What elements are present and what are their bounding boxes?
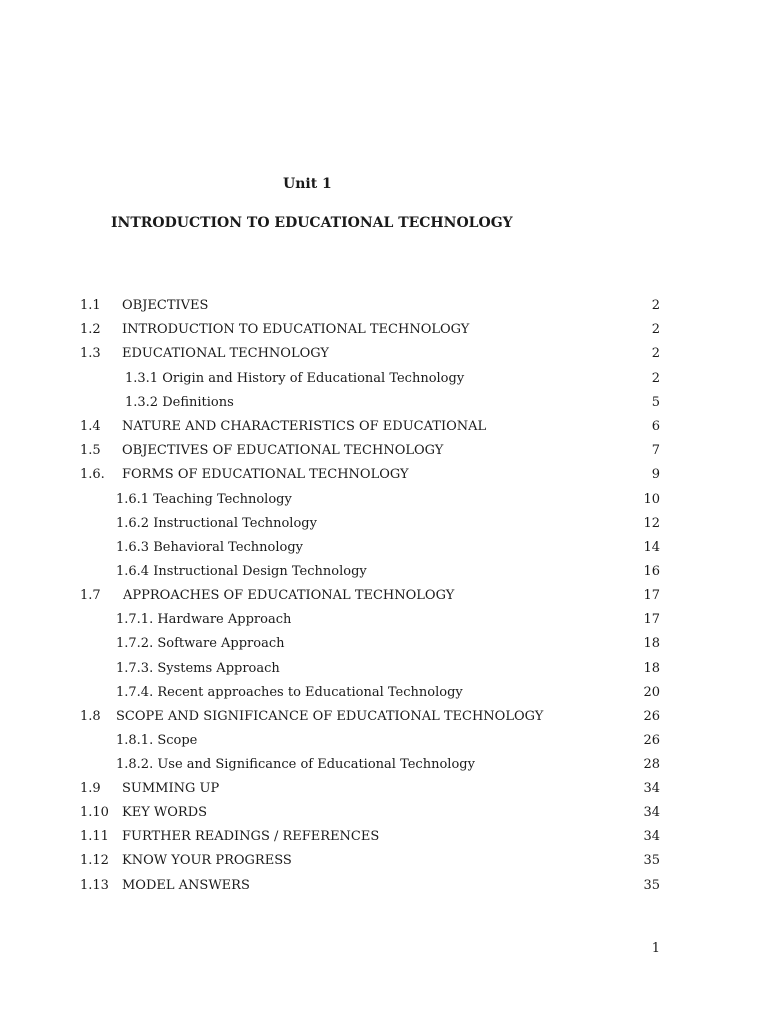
toc-text: OBJECTIVES OF EDUCATIONAL TECHNOLOGY (122, 443, 444, 458)
toc-number: 1.3 (80, 346, 101, 361)
toc-row (80, 827, 660, 847)
toc-number: 1.12 (80, 853, 109, 868)
toc-row (80, 393, 660, 413)
toc-text: INTRODUCTION TO EDUCATIONAL TECHNOLOGY (122, 322, 470, 337)
toc-text: 1.6.1 Teaching Technology (116, 492, 292, 507)
toc-text: 1.8.1. Scope (116, 733, 198, 748)
unit-title: Unit 1 (283, 176, 332, 192)
toc-page: 14 (643, 540, 660, 555)
toc-row (80, 417, 660, 437)
toc-text: 1.3.1 Origin and History of Educational Technology (125, 371, 465, 386)
document-title: INTRODUCTION TO EDUCATIONAL TECHNOLOGY (111, 215, 513, 231)
toc-page: 26 (643, 709, 660, 724)
toc-text: KNOW YOUR PROGRESS (122, 853, 292, 868)
toc-row (80, 296, 660, 316)
toc-row (80, 683, 660, 703)
toc-text: 1.6.3 Behavioral Technology (116, 540, 304, 555)
toc-row (80, 851, 660, 871)
toc-number: 1.9 (80, 781, 101, 796)
toc-row (80, 586, 660, 606)
toc-row (80, 779, 660, 799)
toc-number: 1.4 (80, 419, 101, 434)
toc-row (80, 731, 660, 751)
toc-row (80, 538, 660, 558)
toc-page: 6 (651, 419, 660, 434)
toc-text: SUMMING UP (122, 781, 220, 796)
toc-number: 1.10 (80, 805, 109, 820)
toc-row (80, 490, 660, 510)
toc-text: 1.7.2. Software Approach (116, 636, 285, 651)
toc-page: 9 (651, 467, 660, 482)
toc-text: 1.6.2 Instructional Technology (116, 516, 317, 531)
toc-page: 10 (643, 492, 660, 507)
toc-page: 7 (651, 443, 660, 458)
toc-page: 18 (643, 636, 660, 651)
toc-page: 26 (643, 733, 660, 748)
toc-row (80, 320, 660, 340)
toc-text: NATURE AND CHARACTERISTICS OF EDUCATIONAL (122, 419, 487, 434)
toc-page: 17 (643, 612, 660, 627)
toc-row (80, 369, 660, 389)
toc-text: FORMS OF EDUCATIONAL TECHNOLOGY (122, 467, 409, 482)
toc-page: 34 (643, 829, 660, 844)
toc-page: 12 (643, 516, 660, 531)
toc-text: 1.3.2 Definitions (125, 395, 234, 410)
toc-row (80, 514, 660, 534)
toc-row (80, 441, 660, 461)
toc-page: 18 (643, 661, 660, 676)
toc-page: 2 (651, 346, 660, 361)
toc-text: 1.7.1. Hardware Approach (116, 612, 292, 627)
toc-text: SCOPE AND SIGNIFICANCE OF EDUCATIONAL TECHNOLOGY (116, 709, 544, 724)
toc-page: 34 (643, 805, 660, 820)
toc-text: APPROACHES OF EDUCATIONAL TECHNOLOGY (123, 588, 455, 603)
toc-number: 1.13 (80, 878, 109, 893)
page-number: 1 (651, 941, 660, 956)
toc-row (80, 562, 660, 582)
toc-page: 2 (651, 371, 660, 386)
toc-page: 35 (643, 853, 660, 868)
toc-page: 2 (651, 322, 660, 337)
toc-text: 1.8.2. Use and Significance of Educational Technology (116, 757, 475, 772)
toc-text: KEY WORDS (122, 805, 208, 820)
toc-number: 1.5 (80, 443, 101, 458)
toc-row (80, 344, 660, 364)
toc-text: 1.7.3. Systems Approach (116, 661, 280, 676)
toc-page: 16 (643, 564, 660, 579)
toc-number: 1.8 (80, 709, 101, 724)
toc-row (80, 803, 660, 823)
toc-row (80, 659, 660, 679)
toc-text: 1.7.4. Recent approaches to Educational Technology (116, 685, 463, 700)
toc-text: FURTHER READINGS / REFERENCES (122, 829, 380, 844)
toc-page: 28 (643, 757, 660, 772)
toc-text: MODEL ANSWERS (122, 878, 250, 893)
toc-row (80, 610, 660, 630)
toc-row (80, 634, 660, 654)
toc-row (80, 707, 660, 727)
toc-page: 20 (643, 685, 660, 700)
toc-page: 17 (643, 588, 660, 603)
toc-row (80, 465, 660, 485)
toc-number: 1.1 (80, 298, 101, 313)
toc-page: 35 (643, 878, 660, 893)
toc-number: 1.7 (80, 588, 101, 603)
toc-page: 5 (651, 395, 660, 410)
toc-text: EDUCATIONAL TECHNOLOGY (122, 346, 329, 361)
toc-number: 1.11 (80, 829, 109, 844)
toc-text: OBJECTIVES (122, 298, 209, 313)
toc-row (80, 876, 660, 896)
toc-row (80, 755, 660, 775)
toc-text: 1.6.4 Instructional Design Technology (116, 564, 367, 579)
toc-number: 1.6. (80, 467, 105, 482)
toc-page: 34 (643, 781, 660, 796)
toc-number: 1.2 (80, 322, 101, 337)
toc-page: 2 (651, 298, 660, 313)
